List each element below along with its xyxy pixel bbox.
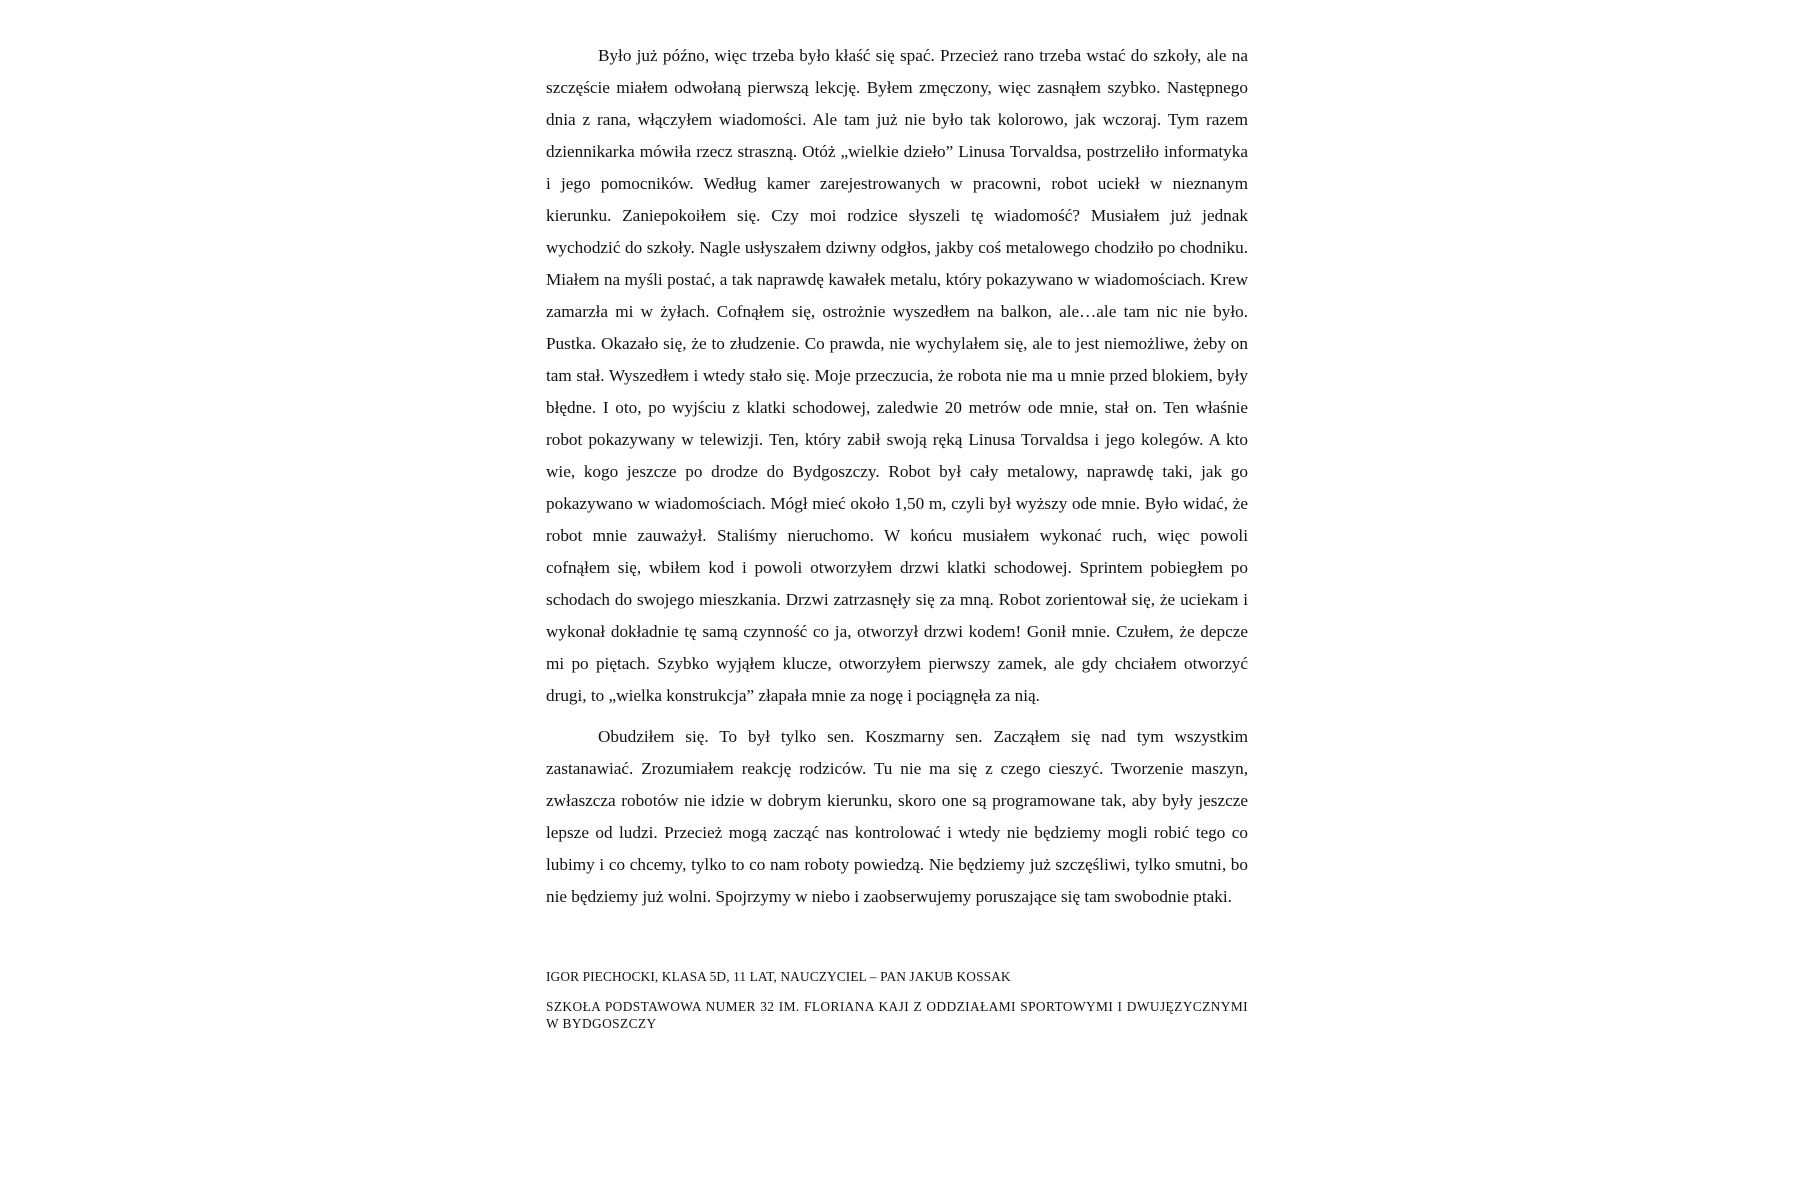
author-line: IGOR PIECHOCKI, KLASA 5D, 11 LAT, NAUCZYCIEL – PAN JAKUB KOSSAK [546,969,1011,984]
school-line: SZKOŁA PODSTAWOWA NUMER 32 IM. FLORIANA KAJI Z ODDZIAŁAMI SPORTOWYMI I DWUJĘZYCZNYMI W BYDGOSZCZY [546,999,1248,1031]
document-page [546,40,1248,1032]
story-paragraph-2: Obudziłem się. To był tylko sen. Koszmarny sen. Zacząłem się nad tym wszystkim zastanawiać. Zrozumiałem reakcję rodziców. Tu nie ma się z czego cieszyć. Tworzenie maszyn, zwłaszcza robotów nie idzie w dobrym kierunku, skoro one są programowane tak, aby były jeszcze lepsze od ludzi. Przecież mogą zacząć nas kontrolować i wtedy nie będziemy mogli robić tego co lubimy i co chcemy, tylko to co nam roboty powiedzą. Nie będziemy już szczęśliwi, tylko smutni, bo nie będziemy już wolni. Spojrzymy w niebo i zaobserwujemy poruszające się tam swobodnie ptaki. [546,727,1248,906]
story-paragraph-1: Było już późno, więc trzeba było kłaść się spać. Przecież rano trzeba wstać do szkoły, ale na szczęście miałem odwołaną pierwszą lekcję. Byłem zmęczony, więc zasnąłem szybko. Następnego dnia z rana, włączyłem wiadomości. Ale tam już nie było tak kolorowo, jak wczoraj. Tym razem dziennikarka mówiła rzecz straszną. Otóż „wielkie dzieło” Linusa Torvaldsa, postrzeliło informatyka i jego pomocników. Według kamer zarejestrowanych w pracowni, robot uciekł w nieznanym kierunku. Zaniepokoiłem się. Czy moi rodzice słyszeli tę wiadomość? Musiałem już jednak wychodzić do szkoły. Nagle usłyszałem dziwny odgłos, jakby coś metalowego chodziło po chodniku. Miałem na myśli postać, a tak naprawdę kawałek metalu, który pokazywano w wiadomościach. Krew zamarzła mi w żyłach. Cofnąłem się, ostrożnie wyszedłem na balkon, ale…ale tam nic nie było. Pustka. Okazało się, że to złudzenie. Co prawda, nie wychylałem się, ale to jest niemożliwe, żeby on tam stał. Wyszedłem i wtedy stało się. Moje przeczucia, że robota nie ma u mnie przed blokiem, były błędne. I oto, po wyjściu z klatki schodowej, zaledwie 20 metrów ode mnie, stał on. Ten właśnie robot pokazywany w telewizji. Ten, który zabił swoją ręką Linusa Torvaldsa i jego kolegów. A kto wie, kogo jeszcze po drodze do Bydgoszczy. Robot był cały metalowy, naprawdę taki, jak go pokazywano w wiadomościach. Mógł mieć około 1,50 m, czyli był wyższy ode mnie. Było widać, że robot mnie zauważył. Staliśmy nieruchomo. W końcu musiałem wykonać ruch, więc powoli cofnąłem się, wbiłem kod i powoli otworzyłem drzwi klatki schodowej. Sprintem pobiegłem po schodach do swojego mieszkania. Drzwi zatrzasnęły się za mną. Robot zorientował się, że uciekam i wykonał dokładnie tę samą czynność co ja, otworzył drzwi kodem! Gonił mnie. Czułem, że depcze mi po piętach. Szybko wyjąłem klucze, otworzyłem pierwszy zamek, ale gdy chciałem otworzyć drugi, to „wielka konstrukcja” złapała mnie za nogę i pociągnęła za nią. [546,46,1248,705]
